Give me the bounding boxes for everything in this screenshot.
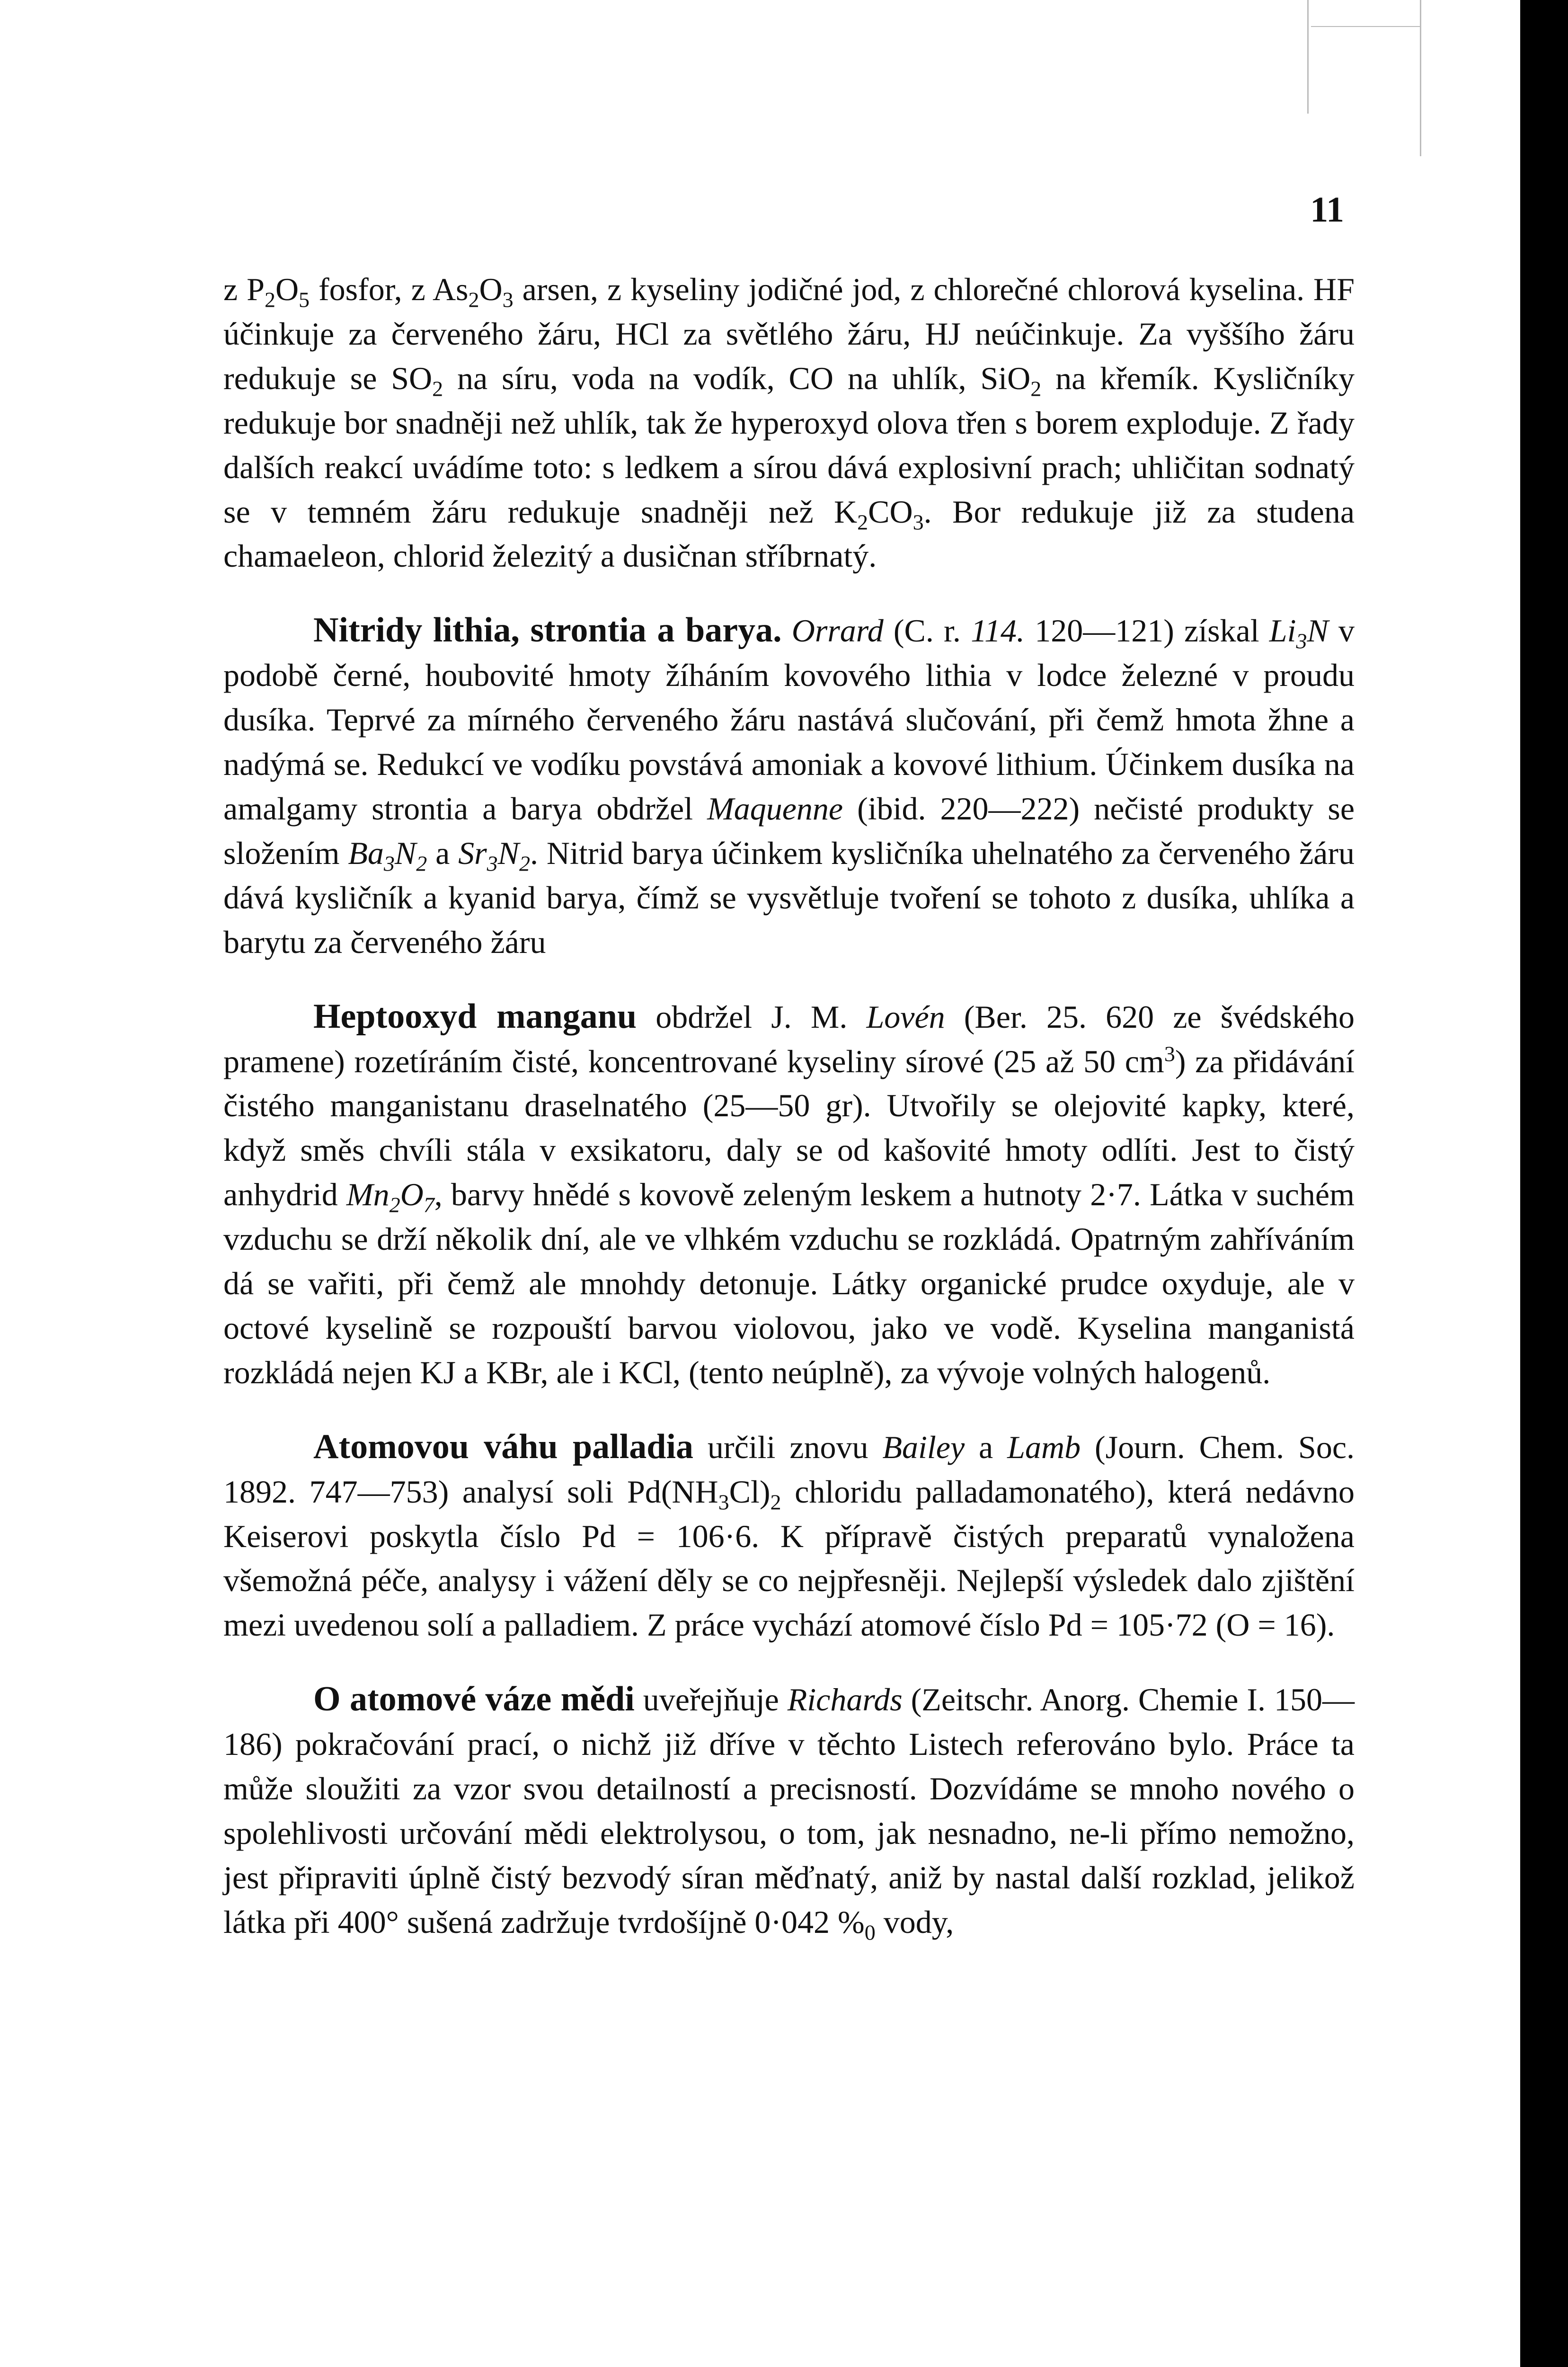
- paragraph: [223, 995, 1355, 1395]
- text-run: chloridu palladamonatého), která nedávno Keiserovi poskytla číslo Pd = 106·6. K přípravě čistých preparatů vynaložena všemožná péče, analysy i vážení děly se co nejpřesněji. Nejlepší výsledek dalo zjištění mezi uvedenou solí a palladiem. Z práce vychází atomové číslo Pd = 105·72 (O = 16).: [223, 1473, 1355, 1643]
- section-heading: Nitridy lithia, strontia a baryа.: [313, 611, 782, 650]
- text-run: [782, 613, 792, 649]
- text-run: na síru, voda na vodík, CO na uhlík, SiO: [443, 360, 1031, 396]
- italic-run: 114.: [971, 613, 1025, 649]
- superscript: 3: [1164, 1041, 1175, 1066]
- subscript: 2: [264, 287, 275, 312]
- scan-edge-mark: [1420, 0, 1421, 156]
- text-run: CO: [868, 493, 913, 530]
- subscript: 3: [1296, 629, 1307, 653]
- subscript: 2: [432, 376, 443, 401]
- subscript: 2: [519, 851, 530, 876]
- paragraph: [223, 1677, 1355, 1944]
- subscript: 2: [770, 1490, 781, 1514]
- body-text: [223, 267, 1355, 1945]
- subscript: 2: [389, 1192, 400, 1217]
- subscript: 7: [423, 1192, 434, 1217]
- italic-run: N: [394, 835, 416, 871]
- text-run: O: [479, 271, 503, 307]
- section-heading: Atomovou váhu palladia: [313, 1427, 694, 1466]
- text-run: vody,: [875, 1904, 954, 1940]
- italic-run: Orrard: [791, 613, 884, 649]
- text-run: uveřejňuje: [634, 1682, 788, 1718]
- subscript: 3: [912, 510, 924, 534]
- text-run: ) za přidávání čistého manganistanu draselnatého (25—50 gr). Utvořily se olejovité kapky, které, když směs chvíli stála v exsikatoru, daly se od kašovité hmoty odlíti. Jest to čistý anhydrid: [223, 1043, 1355, 1213]
- italic-run: Mn: [346, 1176, 390, 1213]
- subscript: 2: [416, 851, 427, 876]
- italic-run: Maquenne: [707, 790, 843, 827]
- subscript: 3: [502, 287, 514, 312]
- text-run: fosfor, z As: [310, 271, 469, 307]
- text-run: (ibid. 220—222) nečisté produkty se složením: [223, 790, 1355, 871]
- italic-run: Richards: [787, 1682, 903, 1718]
- scan-edge-mark: [1307, 0, 1309, 114]
- text-run: (Journ. Chem. Soc. 1892. 747—753) analysí soli Pd(NH: [223, 1429, 1355, 1510]
- subscript: 0: [864, 1920, 876, 1945]
- italic-run: Li: [1269, 613, 1296, 649]
- page-number: 11: [1310, 190, 1344, 230]
- subscript: 3: [718, 1490, 729, 1514]
- text-run: na křemík. Kysličníky redukuje bor snadněji než uhlík, tak že hyperoxyd olova třen s borem exploduje. Z řady dalších reakcí uvádíme toto: s ledkem a sírou dává explosivní prach; uhličitan sodnatý se v temném žáru redukuje snadněji než K: [223, 360, 1355, 530]
- text-run: . Nitrid baryа účinkem kysličníka uhelnatého za červeného žáru dává kysličník a kyanid baryа, čímž se vysvětluje tvoření se tohoto z dusíka, uhlíka a barytu za červeného žáru: [223, 835, 1355, 960]
- subscript: 2: [1030, 376, 1042, 401]
- text-run: (C. r.: [883, 613, 971, 649]
- text-run: . Bor redukuje již za studena chamaeleon, chlorid železitý a dusičnan stříbrnatý.: [223, 493, 1355, 574]
- subscript: 2: [468, 287, 479, 312]
- text-run: a: [427, 835, 459, 871]
- paragraph: [223, 608, 1355, 964]
- text-run: Cl): [729, 1473, 771, 1510]
- scan-edge-mark: [1311, 26, 1420, 27]
- text-run: 120—121) získal: [1025, 613, 1269, 649]
- text-run: (Ber. 25. 620 ze švédského pramene) rozetíráním čisté, koncentrované kyseliny sírové (25 až 50 cm: [223, 998, 1355, 1079]
- text-run: obdržel J. M.: [637, 998, 867, 1035]
- subscript: 3: [487, 851, 498, 876]
- italic-run: Sr: [458, 835, 487, 871]
- paragraph: [223, 267, 1355, 578]
- text-run: arsen, z kyseliny jodičné jod, z chlorečné chlorová kyselina. HF účinkuje za červeného žáru, HCl za světlého žáru, HJ neúčinkuje. Za vyššího žáru redukuje se SO: [223, 271, 1355, 396]
- italic-run: Lovén: [866, 998, 945, 1035]
- italic-run: N: [1307, 613, 1329, 649]
- section-heading: Heptooxyd manganu: [313, 997, 637, 1036]
- text-run: O: [275, 271, 299, 307]
- italic-run: O: [400, 1176, 424, 1213]
- italic-run: Ba: [348, 835, 384, 871]
- italic-run: N: [497, 835, 519, 871]
- italic-run: Bailey: [882, 1429, 965, 1465]
- section-heading: O atomové váze mědi: [313, 1680, 635, 1719]
- italic-run: Lamb: [1007, 1429, 1081, 1465]
- text-run: v podobě černé, houbovité hmoty žíháním kovového lithia v lodce železné v proudu dusíka. Teprvé za mírného červeného žáru nastává slučování, při čemž hmota žhne a nadýmá se. Redukcí ve vodíku povstává amoniak a kovové lithium. Účinkem dusíka na amalgamy strontia a baryа obdržel: [223, 613, 1355, 827]
- subscript: 5: [299, 287, 310, 312]
- text-run: a: [965, 1429, 1008, 1465]
- text-run: , barvy hnědé s kovově zeleným leskem a hutnoty 2·7. Látka v suchém vzduchu se drží několik dní, ale ve vlhkém vzduchu se rozkládá. Opatrným zahříváním dá se vařiti, při čemž ale mnohdy detonuje. Látky organické prudce oxyduje, ale v octové kyselině se rozpouští barvou violovou, jako ve vodě. Kyselina manganistá rozkládá nejen KJ a KBr, ale i KCl, (tento neúplně), za vývoje volných halogenů.: [223, 1176, 1355, 1390]
- text-run: z P: [223, 271, 265, 307]
- text-run: určili znovu: [693, 1429, 883, 1465]
- subscript: 2: [857, 510, 868, 534]
- text-run: (Zeitschr. Anorg. Chemie I. 150—186) pokračování prací, o nichž již dříve v těchto Listech referováno bylo. Práce ta může sloužiti za vzor svou detailností a precisností. Dozvídáme se mnoho nového o spolehlivosti určování mědi elektrolysou, o tom, jak nesnadno, ne-li přímo nemožno, jest připraviti úplně čistý bezvodý síran měďnatý, aniž by nastal další rozklad, jelikož látka při 400° sušená zadržuje tvrdošíjně 0·042 %: [223, 1682, 1355, 1940]
- paragraph: [223, 1425, 1355, 1648]
- subscript: 3: [383, 851, 395, 876]
